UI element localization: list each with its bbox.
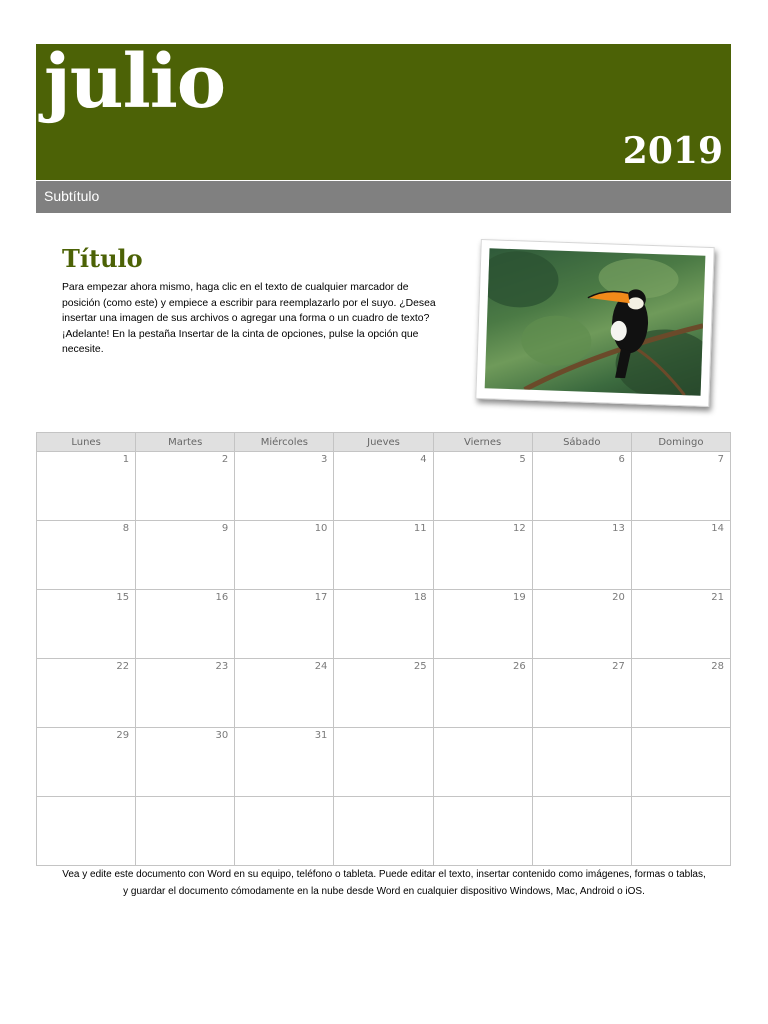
footer-note — [30, 866, 738, 900]
day-cell[interactable]: 29 — [37, 728, 136, 797]
month-title[interactable]: julio — [44, 39, 226, 125]
day-cell[interactable]: 16 — [136, 590, 235, 659]
day-cell[interactable] — [37, 797, 136, 866]
day-cell[interactable] — [136, 797, 235, 866]
weekday-header: Miércoles — [235, 433, 334, 452]
subtitle-bar — [36, 181, 731, 213]
day-cell[interactable] — [532, 728, 631, 797]
day-cell[interactable]: 27 — [532, 659, 631, 728]
day-cell[interactable]: 24 — [235, 659, 334, 728]
day-cell[interactable]: 17 — [235, 590, 334, 659]
day-cell[interactable]: 3 — [235, 452, 334, 521]
day-cell[interactable]: 11 — [334, 521, 433, 590]
day-cell[interactable]: 22 — [37, 659, 136, 728]
day-cell[interactable]: 21 — [631, 590, 730, 659]
day-cell[interactable] — [433, 797, 532, 866]
weekday-header: Sábado — [532, 433, 631, 452]
day-cell[interactable]: 28 — [631, 659, 730, 728]
day-cell[interactable]: 14 — [631, 521, 730, 590]
day-cell[interactable]: 6 — [532, 452, 631, 521]
day-cell[interactable] — [235, 797, 334, 866]
weekday-header: Jueves — [334, 433, 433, 452]
toucan-illustration — [485, 248, 706, 395]
year-title[interactable]: 2019 — [622, 130, 723, 172]
day-cell[interactable]: 5 — [433, 452, 532, 521]
day-cell[interactable] — [532, 797, 631, 866]
subtitle-text[interactable]: Subtítulo — [44, 188, 100, 204]
day-cell[interactable] — [433, 728, 532, 797]
calendar-week-row — [37, 797, 731, 866]
content-body[interactable]: Para empezar ahora mismo, haga clic en el texto de cualquier marcador de posición (como este) y empiece a escribir para reemplazarlo por el suyo. ¿Desea insertar una imagen de sus archivos o agregar una forma o un cuadro de texto? ¡Adelante! En la pestaña Insertar de la cinta de opciones, pulse la opción que necesite. — [62, 282, 436, 355]
weekday-header: Domingo — [631, 433, 730, 452]
day-cell[interactable] — [334, 728, 433, 797]
month-banner — [36, 39, 731, 180]
day-cell[interactable]: 4 — [334, 452, 433, 521]
calendar-week-row — [37, 521, 731, 590]
weekday-header: Lunes — [37, 433, 136, 452]
day-cell[interactable]: 26 — [433, 659, 532, 728]
day-cell[interactable]: 25 — [334, 659, 433, 728]
calendar-week-row — [37, 590, 731, 659]
calendar-week-row — [37, 452, 731, 521]
day-cell[interactable]: 20 — [532, 590, 631, 659]
day-cell[interactable]: 12 — [433, 521, 532, 590]
day-cell[interactable]: 9 — [136, 521, 235, 590]
photo-frame[interactable] — [475, 239, 714, 407]
day-cell[interactable]: 1 — [37, 452, 136, 521]
day-cell[interactable]: 30 — [136, 728, 235, 797]
day-cell[interactable]: 10 — [235, 521, 334, 590]
footer-line-2: y guardar el documento cómodamente en la nube desde Word en cualquier dispositivo Windows, Mac, Android o iOS. — [123, 886, 645, 897]
day-cell[interactable]: 19 — [433, 590, 532, 659]
day-cell[interactable]: 13 — [532, 521, 631, 590]
day-cell[interactable]: 23 — [136, 659, 235, 728]
day-cell[interactable]: 18 — [334, 590, 433, 659]
calendar-week-row — [37, 728, 731, 797]
day-cell[interactable]: 7 — [631, 452, 730, 521]
content-title[interactable]: Título — [62, 244, 143, 273]
weekday-header-row — [37, 433, 731, 452]
weekday-header: Viernes — [433, 433, 532, 452]
weekday-header: Martes — [136, 433, 235, 452]
day-cell[interactable] — [631, 728, 730, 797]
day-cell[interactable]: 31 — [235, 728, 334, 797]
day-cell[interactable]: 15 — [37, 590, 136, 659]
day-cell[interactable] — [631, 797, 730, 866]
day-cell[interactable]: 2 — [136, 452, 235, 521]
calendar-week-row — [37, 659, 731, 728]
day-cell[interactable]: 8 — [37, 521, 136, 590]
toucan-photo — [485, 248, 706, 395]
day-cell[interactable] — [334, 797, 433, 866]
calendar-grid — [36, 432, 731, 866]
footer-line-1: Vea y edite este documento con Word en su equipo, teléfono o tableta. Puede editar el texto, insertar contenido como imágenes, formas o tablas, — [62, 869, 706, 880]
